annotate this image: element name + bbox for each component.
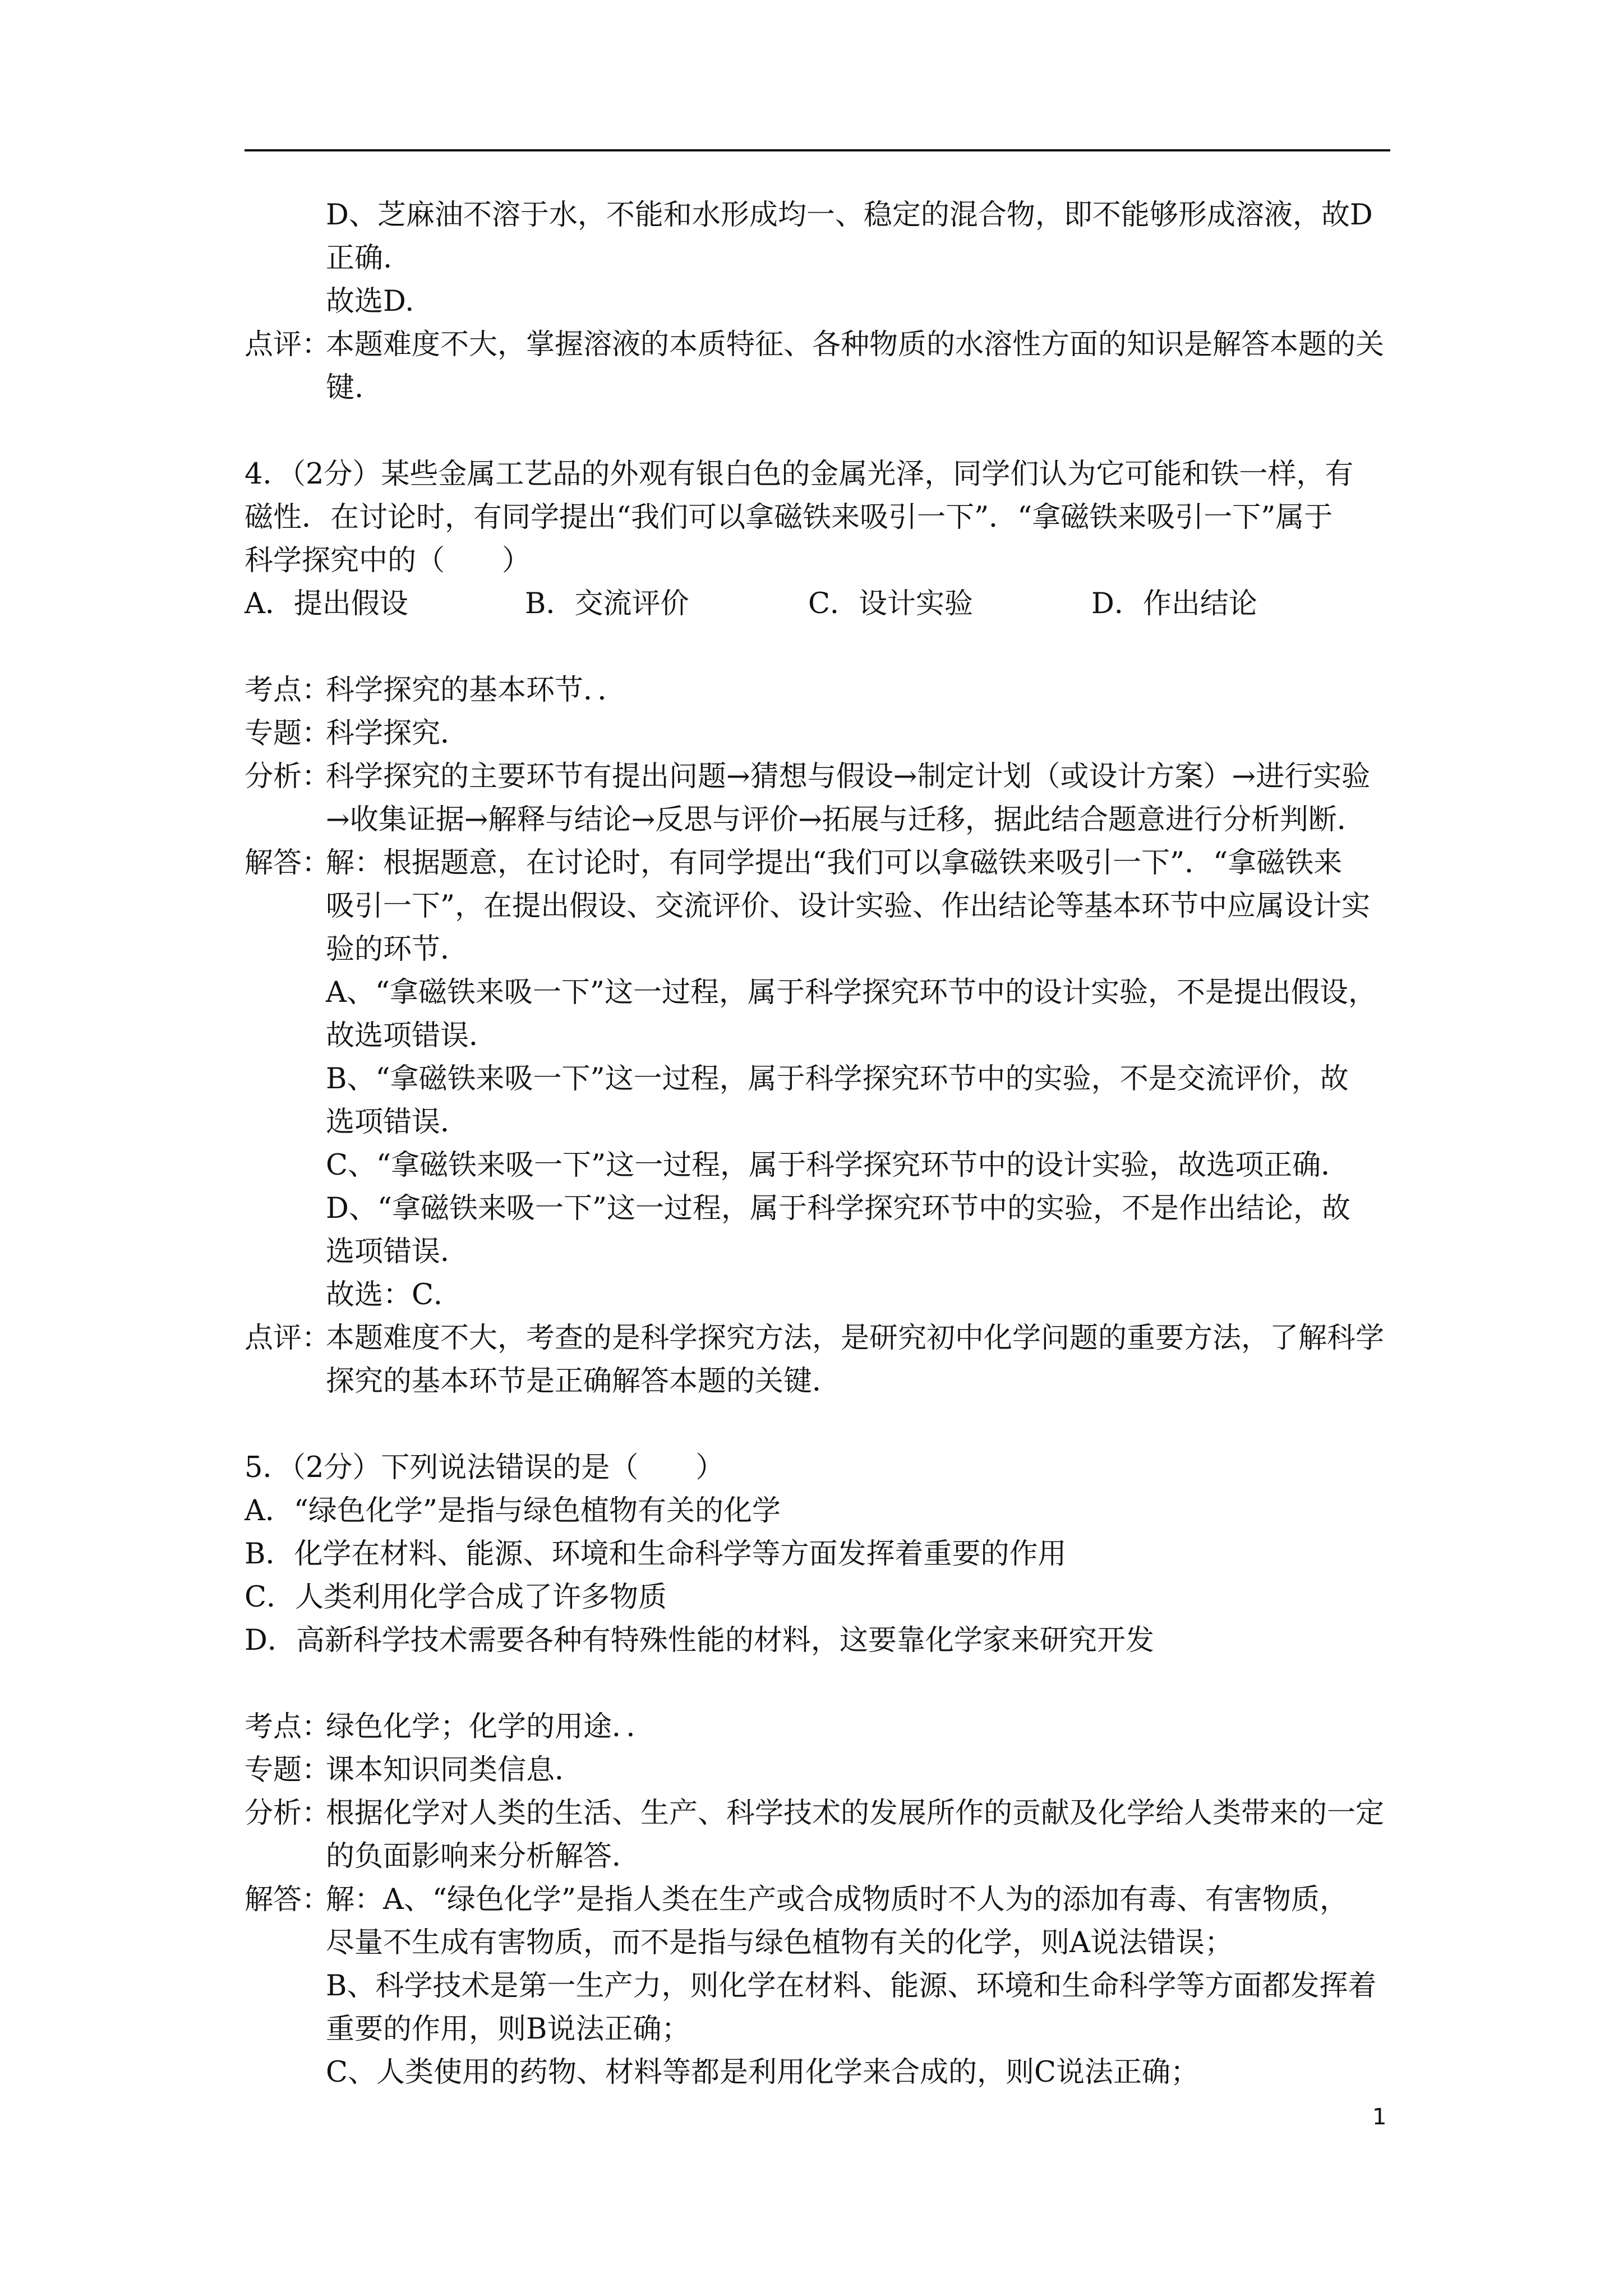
fenxi-text: 根据化学对人类的生活、生产、科学技术的发展所作的贡献及化学给人类带来的一定 <box>326 1797 1385 1830</box>
jieda-label: 解答： <box>245 846 331 880</box>
zhuanti-label: 专题： <box>245 1754 331 1787</box>
option-c-analysis: C、“拿磁铁来吸一下”这一过程，属于科学探究环节中的设计实验，故选项正确． <box>326 1149 1350 1182</box>
option-d: D．高新科学技术需要各种有特殊性能的材料，这要靠化学家来研究开发 <box>245 1624 1154 1657</box>
zhuanti-line <box>245 1749 1390 1792</box>
option-b: B．化学在材料、能源、环境和生命科学等方面发挥着重要的作用 <box>245 1538 1067 1571</box>
fenxi-text: 的负面影响来分析解答． <box>326 1840 641 1873</box>
option-b: B．交流评价 <box>525 587 689 620</box>
question-4 <box>245 453 1390 1403</box>
jieda-text: 验的环节． <box>326 933 469 966</box>
zhuanti-label: 专题： <box>245 717 331 750</box>
comment-text: 本题难度不大，掌握溶液的本质特征、各种物质的水溶性方面的知识是解答本题的关 <box>326 328 1385 361</box>
fenxi-text: →收集证据→解释与结论→反思与评价→拓展与迁移，据此结合题意进行分析判断． <box>326 803 1366 836</box>
answer-line: 故选：C． <box>326 1278 463 1312</box>
question-stem: 5．（2分）下列说法错误的是（ ） <box>245 1451 725 1484</box>
jieda-line <box>245 1878 1390 1921</box>
kaodian-text: 绿色化学；化学的用途．． <box>326 1710 655 1743</box>
jieda-text: 尽量不生成有害物质，而不是指与绿色植物有关的化学，则A说法错误； <box>326 1926 1233 1959</box>
fenxi-line <box>245 755 1390 798</box>
option-a-analysis: A、“拿磁铁来吸一下”这一过程，属于科学探究环节中的设计实验，不是提出假设， <box>326 976 1377 1009</box>
kaodian-label: 考点： <box>245 1710 331 1743</box>
option-a-analysis: 故选项错误． <box>326 1019 498 1052</box>
comment-line <box>245 323 1390 366</box>
options-row <box>245 582 1390 625</box>
kaodian-line <box>245 1705 1390 1749</box>
kaodian-label: 考点： <box>245 674 331 707</box>
comment-text: 探究的基本环节是正确解答本题的关键． <box>326 1365 841 1398</box>
comment-text: 键. <box>326 371 364 404</box>
page-number: 1 <box>1372 2104 1387 2130</box>
option-b-analysis: 选项错误． <box>326 1106 469 1139</box>
spacer <box>245 625 1390 669</box>
option-a: A．“绿色化学”是指与绿色植物有关的化学 <box>245 1494 781 1527</box>
spacer <box>245 409 1390 453</box>
kaodian-line <box>245 669 1390 712</box>
option-b-analysis: B、“拿磁铁来吸一下”这一过程，属于科学探究环节中的实验，不是交流评价，故 <box>326 1062 1349 1096</box>
option-d-analysis-line: 正确. <box>326 242 393 275</box>
fenxi-text: 科学探究的主要环节有提出问题→猜想与假设→制定计划（或设计方案）→进行实验 <box>326 760 1371 793</box>
jieda-text: 解：A、“绿色化学”是指人类在生产或合成物质时不人为的添加有毒、有害物质， <box>326 1883 1348 1916</box>
kaodian-text: 科学探究的基本环节．． <box>326 674 626 707</box>
option-b-analysis: 重要的作用，则B说法正确； <box>326 2013 690 2046</box>
option-d-analysis: 选项错误． <box>326 1235 469 1268</box>
spacer <box>245 1662 1390 1705</box>
comment-label: 点评： <box>245 1322 331 1355</box>
jieda-label: 解答： <box>245 1883 331 1916</box>
fenxi-line <box>245 1792 1390 1835</box>
option-d: D．作出结论 <box>1091 587 1257 620</box>
option-c: C．人类利用化学合成了许多物质 <box>245 1581 667 1614</box>
page-content <box>245 194 1390 2094</box>
option-b-analysis: B、科学技术是第一生产力，则化学在材料、能源、环境和生命科学等方面都发挥着 <box>326 1970 1377 2003</box>
option-a: A．提出假设 <box>245 587 408 620</box>
question-stem: 磁性．在讨论时，有同学提出“我们可以拿磁铁来吸引一下”．“拿磁铁来吸引一下”属于 <box>245 501 1333 534</box>
jieda-text: 解：根据题意，在讨论时，有同学提出“我们可以拿磁铁来吸引一下”．“拿磁铁来 <box>326 846 1343 880</box>
jieda-text: 吸引一下”，在提出假设、交流评价、设计实验、作出结论等基本环节中应属设计实 <box>326 890 1371 923</box>
comment-label: 点评： <box>245 328 331 361</box>
spacer <box>245 1403 1390 1446</box>
zhuanti-text: 课本知识同类信息． <box>326 1754 584 1787</box>
option-d-analysis: D、“拿磁铁来吸一下”这一过程，属于科学探究环节中的实验，不是作出结论，故 <box>326 1192 1351 1225</box>
question-stem: 科学探究中的（ ） <box>245 544 531 577</box>
comment-line <box>245 1317 1390 1360</box>
option-c: C．设计实验 <box>808 587 974 620</box>
fenxi-label: 分析： <box>245 760 331 793</box>
question-5 <box>245 1446 1390 2094</box>
option-c-analysis: C、人类使用的药物、材料等都是利用化学来合成的，则C说法正确； <box>326 2056 1200 2089</box>
prev-question-tail <box>245 194 1390 409</box>
zhuanti-line <box>245 712 1390 755</box>
jieda-line <box>245 841 1390 885</box>
zhuanti-text: 科学探究． <box>326 717 469 750</box>
comment-text: 本题难度不大，考查的是科学探究方法，是研究初中化学问题的重要方法，了解科学 <box>326 1322 1385 1355</box>
option-d-analysis-line: D、芝麻油不溶于水，不能和水形成均一、稳定的混合物，即不能够形成溶液，故D <box>326 199 1373 232</box>
question-stem: 4．（2分）某些金属工艺品的外观有银白色的金属光泽，同学们认为它可能和铁一样，有 <box>245 458 1354 491</box>
answer-line: 故选D. <box>326 285 414 318</box>
header-rule <box>245 149 1390 151</box>
fenxi-label: 分析： <box>245 1797 331 1830</box>
